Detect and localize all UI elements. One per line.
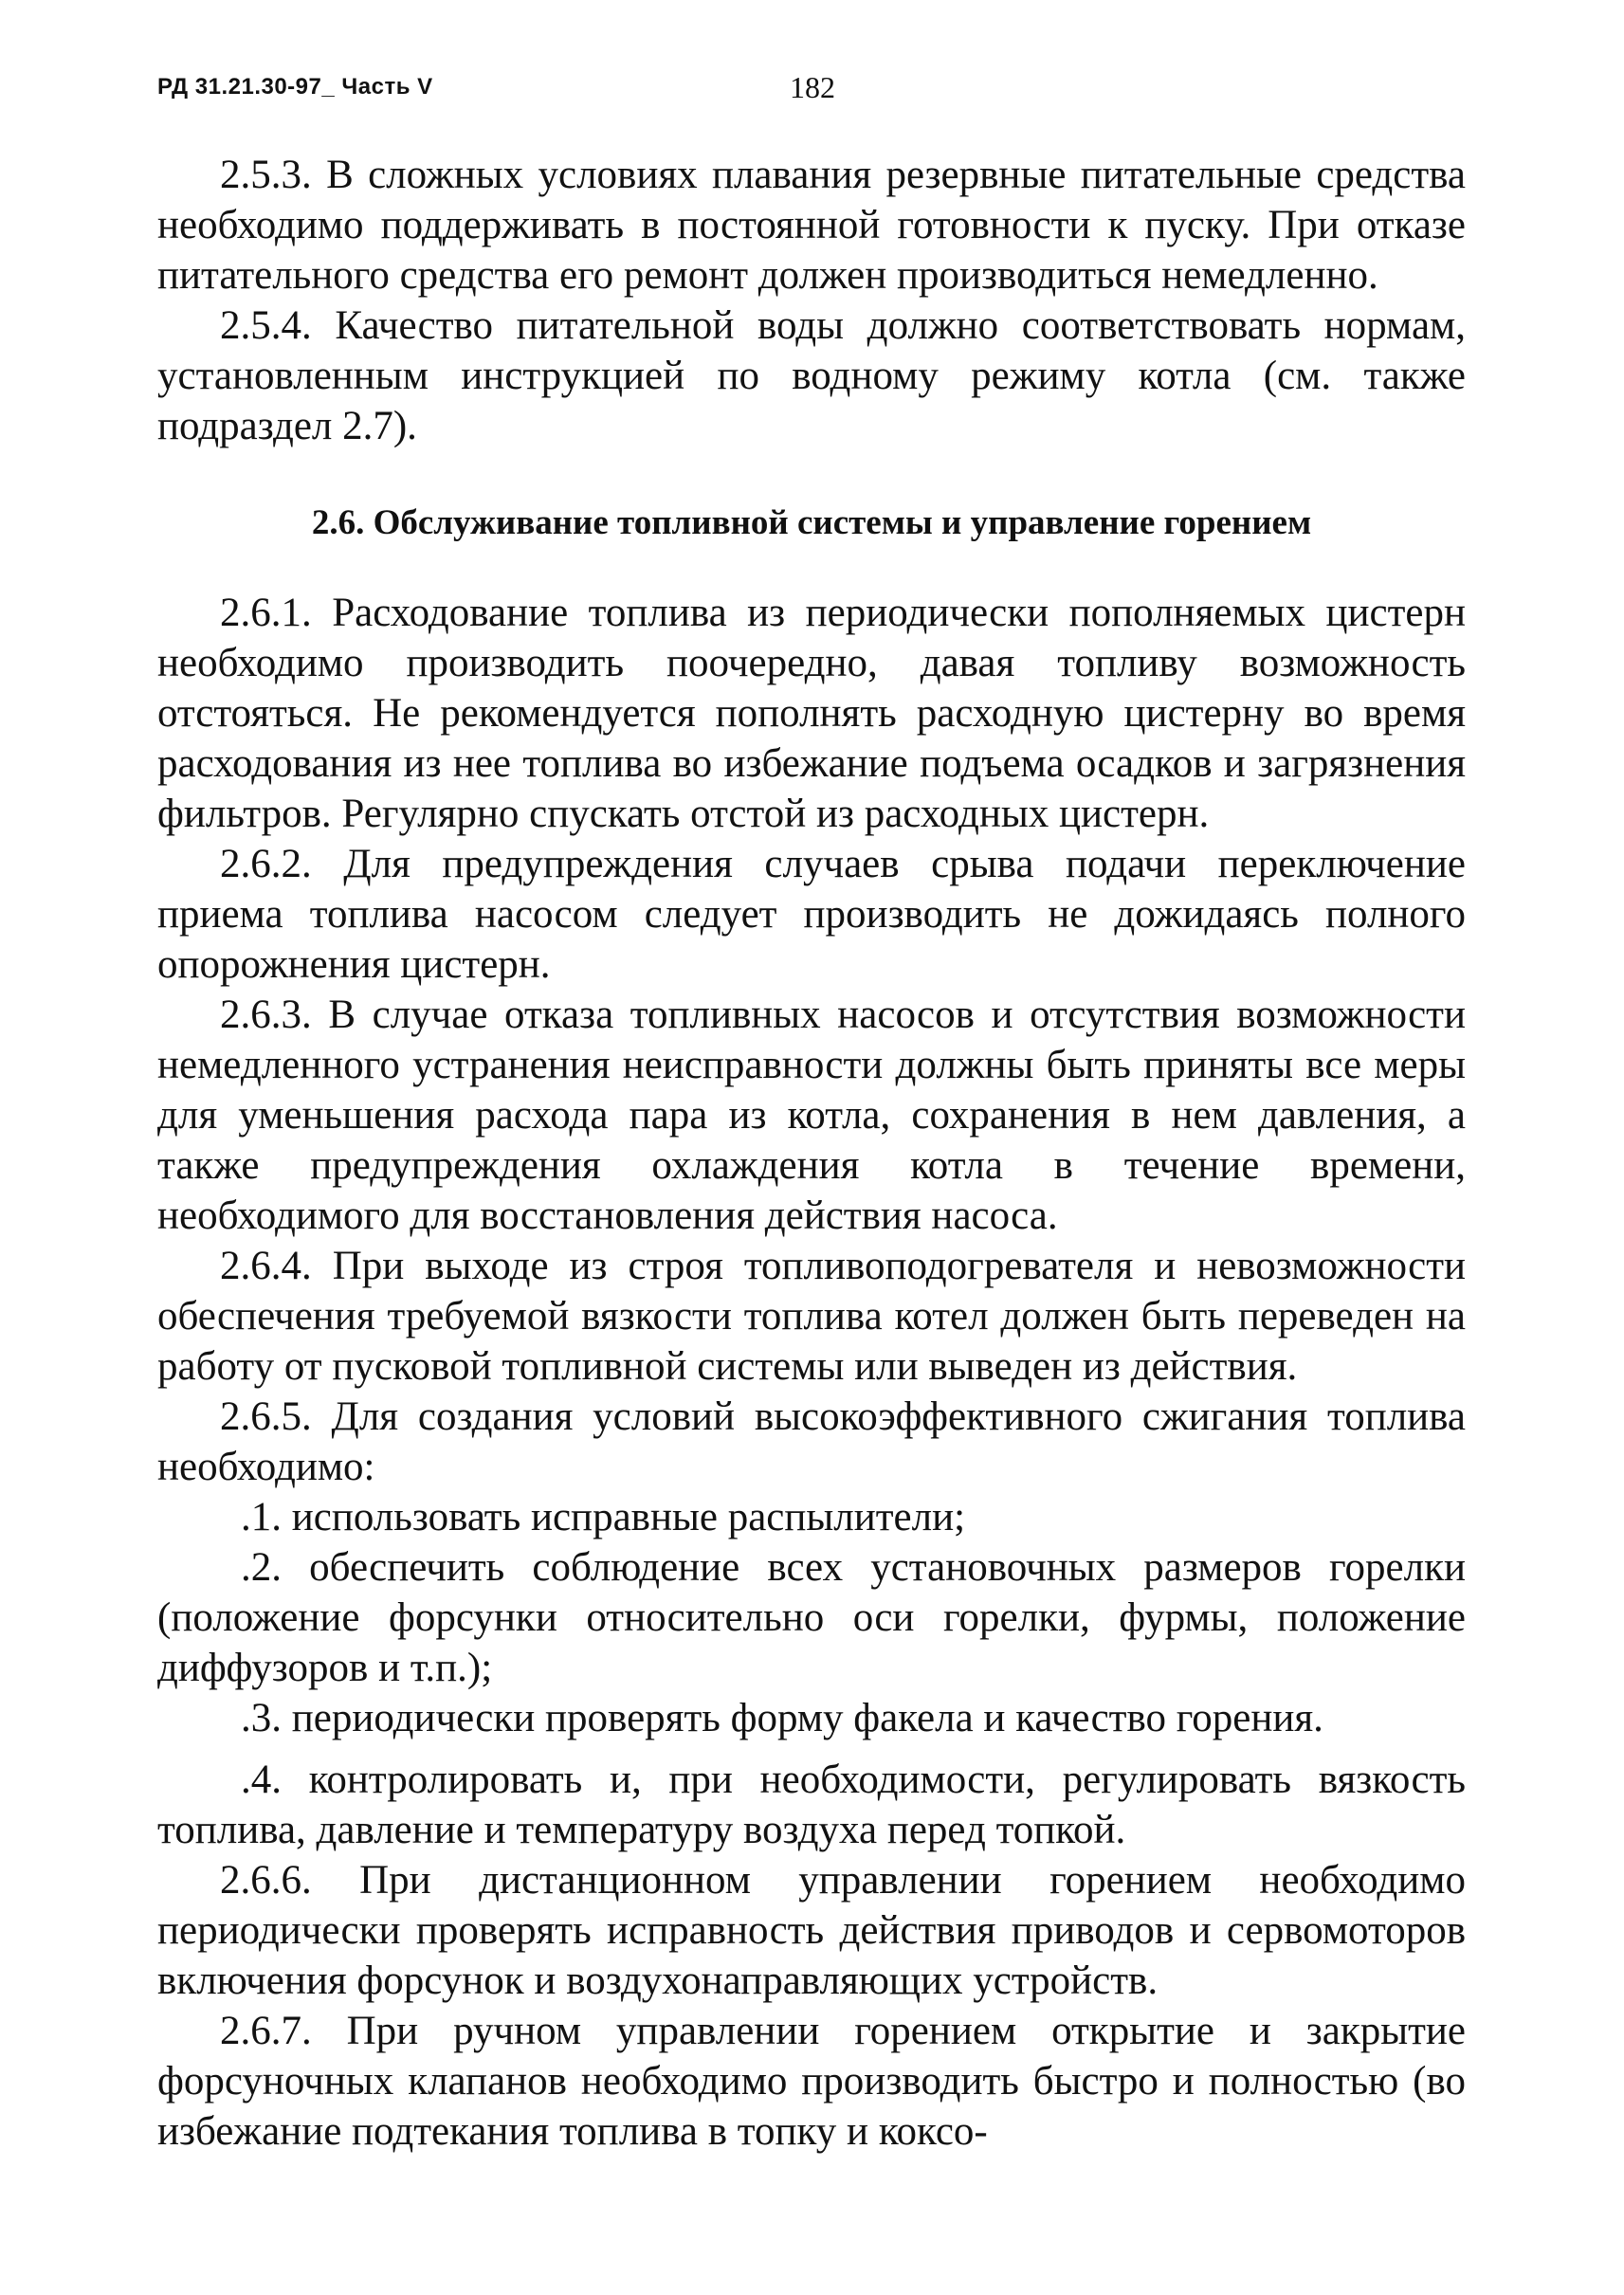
- document-body: [157, 150, 1466, 2157]
- list-item-4: .4. контролировать и, при необходимости, регулировать вязкость топлива, давление и температуру воздуха перед топкой.: [157, 1758, 1466, 1852]
- page-number: 182: [790, 70, 835, 104]
- list-item-3: .3. периодически проверять форму факела и качество горения.: [241, 1696, 1323, 1740]
- paragraph-2-6-6: 2.6.6. При дистанционном управлении горением необходимо периодически проверять исправность действия приводов и сервомоторов включения форсунок и воздухонаправляющих устройств.: [157, 1858, 1466, 2003]
- document-page: [157, 66, 1466, 2157]
- paragraph-2-6-4: 2.6.4. При выходе из строя топливоподогревателя и невозможности обеспечения требуемой вязкости топлива котел должен быть переведен на работу от пусковой топливной системы или выведен из действия.: [157, 1244, 1466, 1389]
- paragraph-2-6-5: 2.6.5. Для создания условий высокоэффективного сжигания топлива необходимо:: [157, 1394, 1466, 1489]
- paragraph-2-6-3: 2.6.3. В случае отказа топливных насосов и отсутствия возможности немедленного устранения неисправности должны быть приняты все меры для уменьшения расхода пара из котла, сохранения в нем давления, а также предупреждения охлаждения котла в течение времени, необходимого для восстановления действия насоса.: [157, 993, 1466, 1238]
- paragraph-2-5-3: 2.5.3. В сложных условиях плавания резервные питательные средства необходимо поддерживать в постоянной готовности к пуску. При отказе питательного средства его ремонт должен производиться немедленно.: [157, 153, 1466, 298]
- page-header: [157, 66, 1466, 123]
- paragraph-2-6-7: 2.6.7. При ручном управлении горением открытие и закрытие форсуночных клапанов необходимо производить быстро и полностью (во избежание подтекания топлива в топку и коксо-: [157, 2009, 1466, 2154]
- paragraph-2-5-4: 2.5.4. Качество питательной воды должно соответствовать нормам, установленным инструкцией по водному режиму котла (см. также подраздел 2.7).: [157, 303, 1466, 448]
- list-item-1: .1. использовать исправные распылители;: [241, 1495, 966, 1539]
- running-head: РД 31.21.30-97_ Часть V: [157, 74, 433, 100]
- section-title: 2.6. Обслуживание топливной системы и управление горением: [311, 503, 1312, 542]
- paragraph-2-6-1: 2.6.1. Расходование топлива из периодически пополняемых цистерн необходимо производить поочередно, давая топливу возможность отстояться. Не рекомендуется пополнять расходную цистерну во время расходования из нее топлива во избежание подъема осадков и загрязнения фильтров. Регулярно спускать отстой из расходных цистерн.: [157, 591, 1466, 836]
- list-item-2: .2. обеспечить соблюдение всех установочных размеров горелки (положение форсунки относительно оси горелки, фурмы, положение диффузоров и т.п.);: [157, 1545, 1466, 1690]
- paragraph-2-6-2: 2.6.2. Для предупреждения случаев срыва подачи переключение приема топлива насосом следует производить не дожидаясь полного опорожнения цистерн.: [157, 842, 1466, 987]
